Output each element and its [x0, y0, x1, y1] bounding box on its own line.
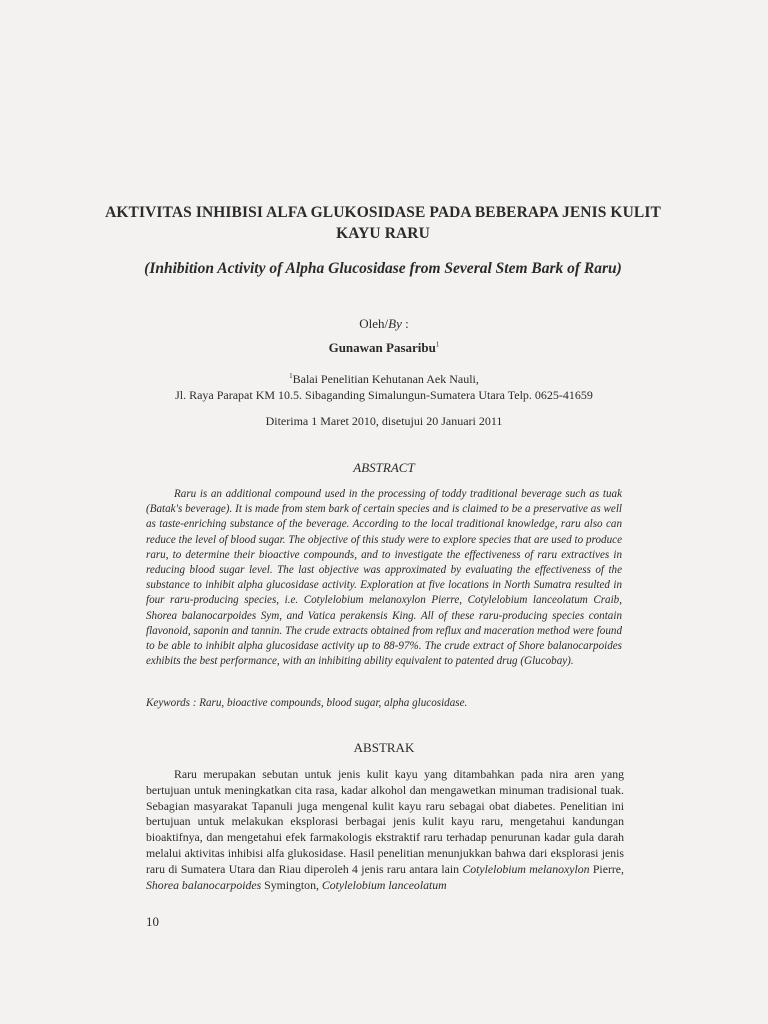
- author: [0, 340, 768, 356]
- paper-title: AKTIVITAS INHIBISI ALFA GLUKOSIDASE PADA BEBERAPA JENIS KULIT KAYU RARU: [105, 204, 661, 242]
- paper-subtitle: (Inhibition Activity of Alpha Glucosidase from Several Stem Bark of Raru): [144, 260, 622, 277]
- affiliation: [0, 368, 768, 403]
- affiliation-sup: 1: [289, 372, 293, 380]
- page-number: 10: [146, 914, 159, 929]
- abstrak-text-2: Pierre,: [589, 861, 624, 876]
- keywords: Keywords : Raru, bioactive compounds, blood sugar, alpha glucosidase.: [146, 697, 468, 709]
- abstrak-body: [146, 767, 624, 893]
- abstrak-heading: ABSTRAK: [353, 740, 415, 755]
- affiliation-line2: Jl. Raya Parapat KM 10.5. Sibaganding Simalungun-Sumatera Utara Telp. 0625-41659: [175, 388, 593, 402]
- byline: [0, 316, 768, 332]
- abstract-body: Raru is an additional compound used in the processing of toddy traditional beverage such as tuak (Batak's beverage). It is made from stem bark of certain species and is claimed to be a preservative as well as taste-enriching substance of the beverage. According to the local traditional knowledge, raru also can reduce the level of blood sugar. The objective of this study were to explore species that are used to produce raru, to determine their bioactive compounds, and to investigate the effectiveness of raru extractives in reducing blood sugar level. The last objective was approximated by evaluating the effectiveness of the substance to inhibit alpha glucosidase activity. Exploration at five locations in North Sumatra resulted in four raru-producing species, i.e. Cotylelobium melanoxylon Pierre, Cotylelobium lanceolatum Craib, Shorea balanocarpoides Sym, and Vatica perakensis King. All of these raru-producing species contain flavonoid, saponin and tannin. The crude extracts obtained from reflux and maceration method were found to be able to inhibit alpha glucosidase activity up to 88-97%. The crude extract of Shore balanocarpoides exhibits the best performance, with an inhibiting ability equivalent to patented drug (Glucobay).: [146, 488, 622, 668]
- species-3: Cotylelobium lanceolatum: [321, 877, 447, 892]
- species-2: Shorea balanocarpoides: [146, 877, 262, 892]
- received-date: Diterima 1 Maret 2010, disetujui 20 Januari 2011: [265, 414, 503, 428]
- abstrak-text-3: Symington,: [261, 877, 322, 892]
- byline-by: By: [388, 316, 402, 331]
- abstrak-text-1: Raru merupakan sebutan untuk jenis kulit kayu yang ditambahkan pada nira aren yang bertujuan untuk meningkatkan cita rasa, kadar alkohol dan mengawetkan minuman tradisional tuak. Sebagian masyarakat Tapanuli juga mengenal kulit kayu raru sebagai obat diabetes. Penelitian ini bertujuan untuk melakukan eksplorasi berbagai jenis kulit kayu raru, mengetahui kandungan bioaktifnya, dan mengetahui efek farmakologis ekstraktif raru terhadap penurunan kadar gula darah melalui aktivitas inhibisi alfa glukosidase. Hasil penelitian menunjukkan bahwa dari eksplorasi jenis raru di Sumatera Utara dan Riau diperoleh 4 jenis raru antara lain: [146, 767, 624, 876]
- affiliation-line1-text: Balai Penelitian Kehutanan Aek Nauli,: [292, 372, 479, 386]
- byline-colon: :: [401, 316, 409, 331]
- author-sup: 1: [435, 340, 440, 349]
- affiliation-line1: [0, 368, 768, 387]
- species-1: Cotylelobium melanoxylon: [462, 861, 590, 876]
- author-name: Gunawan Pasaribu: [328, 340, 436, 355]
- abstract-heading: ABSTRACT: [353, 460, 415, 475]
- byline-oleh: Oleh/: [359, 316, 389, 331]
